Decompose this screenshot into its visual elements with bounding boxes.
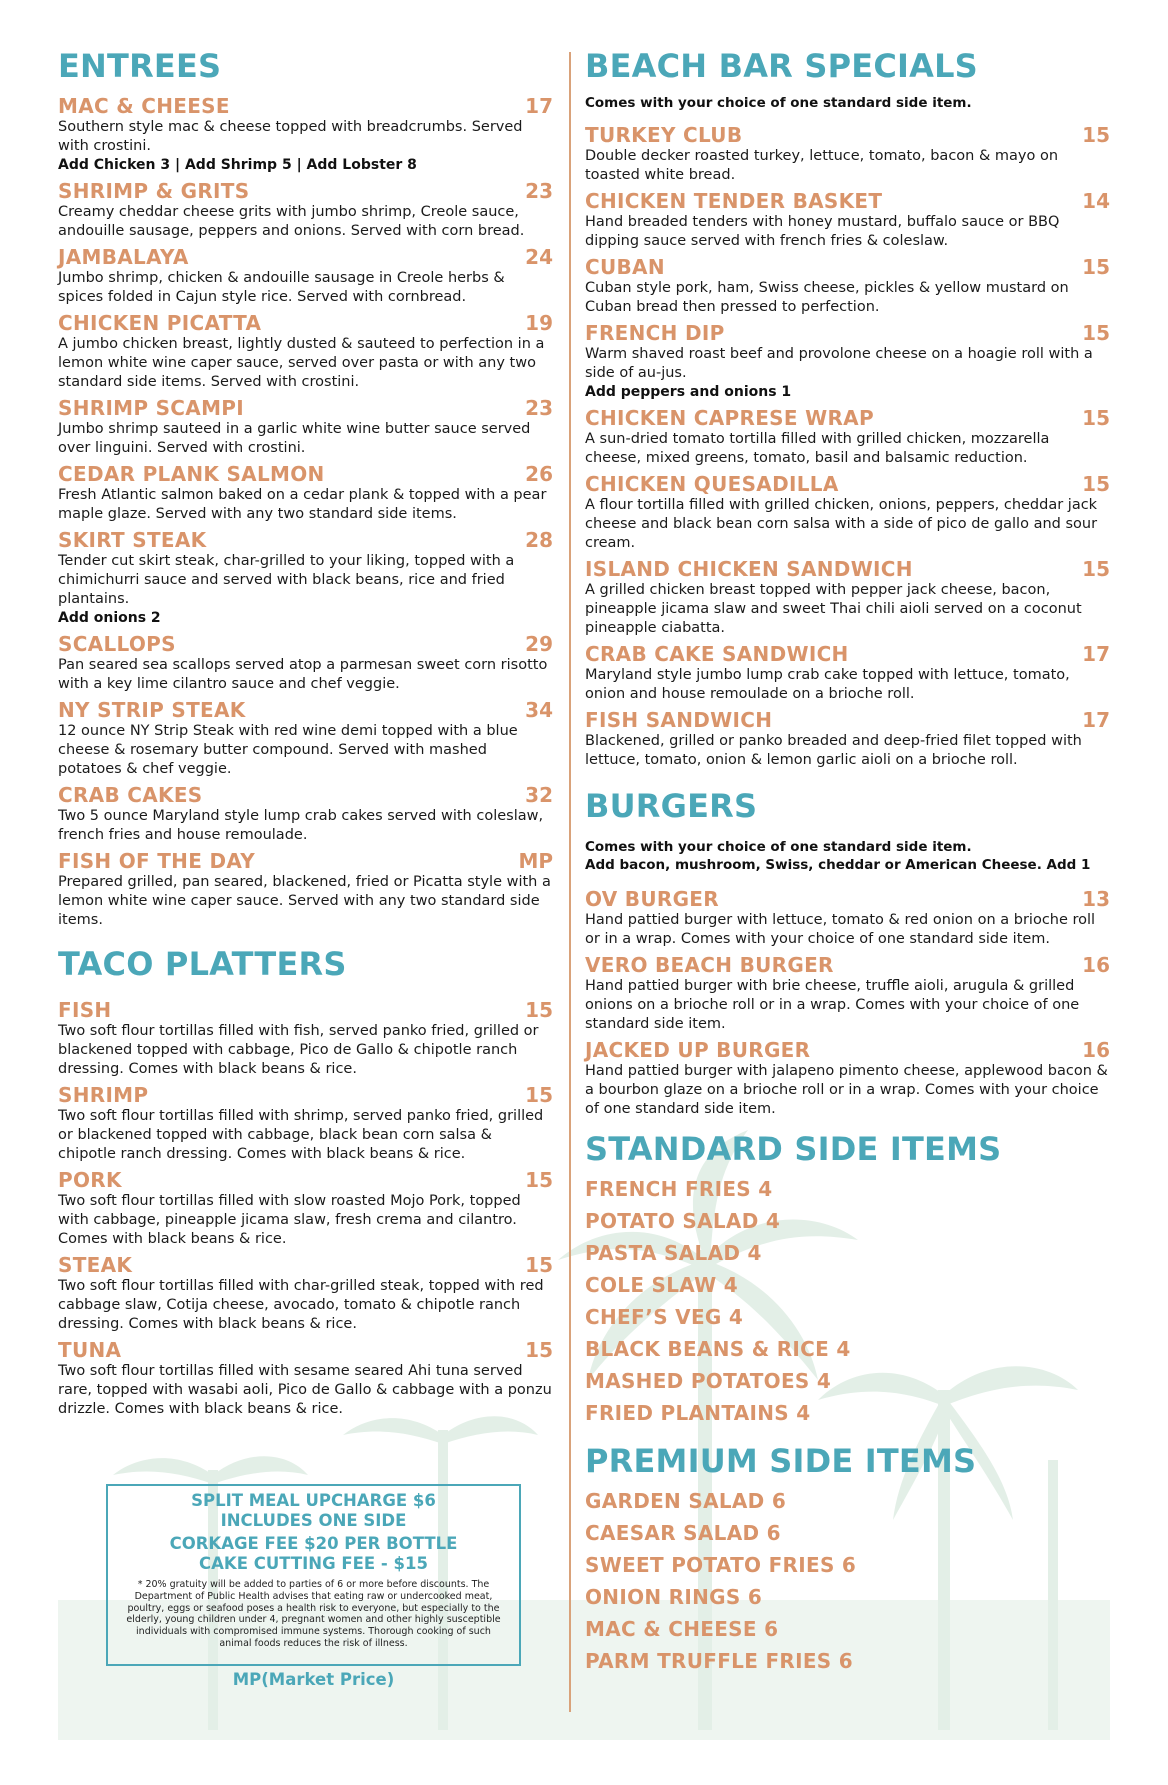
menu-item-name: CHICKEN CAPRESE WRAP xyxy=(585,405,874,430)
menu-item-price: 15 xyxy=(525,1168,553,1192)
menu-item xyxy=(585,255,1110,317)
menu-item-description: Fresh Atlantic salmon baked on a cedar plank & topped with a pear maple glaze. Served with any two standard side items. xyxy=(58,487,547,522)
menu-item-description: Maryland style jumbo lump crab cake topped with lettuce, tomato, onion and house remoulade on a brioche roll. xyxy=(585,666,1070,702)
menu-item xyxy=(58,998,553,1079)
menu-item-addon: Add peppers and onions 1 xyxy=(585,383,792,400)
side-item: MAC & CHEESE 6 xyxy=(585,1616,779,1641)
menu-item-header xyxy=(58,1253,553,1277)
menu-item xyxy=(58,783,553,845)
side-item: CAESAR SALAD 6 xyxy=(585,1520,781,1545)
menu-item-price: 15 xyxy=(1082,471,1110,496)
menu-item-name: CRAB CAKES xyxy=(58,783,203,807)
menu-item-name: STEAK xyxy=(58,1253,133,1277)
menu-item-name: FISH xyxy=(58,998,112,1022)
menu-item-header xyxy=(58,179,553,203)
menu-item xyxy=(58,94,553,175)
side-item: SWEET POTATO FRIES 6 xyxy=(585,1552,857,1577)
right-column xyxy=(585,44,1110,1677)
menu-item-header xyxy=(585,887,1110,911)
menu-item-price: 17 xyxy=(1082,641,1110,666)
menu-item xyxy=(58,1253,553,1334)
menu-item-price: 15 xyxy=(1082,556,1110,581)
menu-item xyxy=(58,849,553,930)
market-price-note: MP(Market Price) xyxy=(232,1670,395,1689)
menu-item-price: 23 xyxy=(525,179,553,203)
column-divider xyxy=(569,52,571,1712)
menu-item-description: Two soft flour tortillas filled with char-grilled steak, topped with red cabbage slaw, Cotija cheese, avocado, tomato & chipotle ranch dressing. Comes with black beans & rice. xyxy=(58,1278,544,1332)
corkage-fee: CORKAGE FEE $20 PER BOTTLE xyxy=(169,1534,458,1553)
menu-item-price: 32 xyxy=(525,783,553,807)
menu-item-name: FRENCH DIP xyxy=(585,320,725,345)
menu-item-header xyxy=(58,1338,553,1362)
side-item: BLACK BEANS & RICE 4 xyxy=(585,1336,851,1361)
menu-item xyxy=(58,632,553,694)
taco-platters-list xyxy=(58,998,553,1419)
menu-item xyxy=(58,311,553,392)
menu-item-header xyxy=(585,472,1110,496)
menu-item-header xyxy=(58,849,553,873)
beach-bar-note: Comes with your choice of one standard side item. xyxy=(585,95,972,111)
burgers-heading: BURGERS xyxy=(585,786,758,825)
menu-item-price: 34 xyxy=(525,698,553,722)
menu-item-name: CEDAR PLANK SALMON xyxy=(58,462,325,486)
menu-item-description: A flour tortilla filled with grilled chicken, onions, peppers, cheddar jack cheese and black bean corn salsa with a side of pico de gallo and sour cream. xyxy=(585,496,1098,551)
menu-item-name: FISH SANDWICH xyxy=(585,707,773,732)
menu-item-price: 24 xyxy=(525,245,553,269)
menu-item-price: 15 xyxy=(1082,254,1110,279)
menu-item-header xyxy=(58,396,553,420)
premium-sides-heading: PREMIUM SIDE ITEMS xyxy=(585,1441,977,1480)
menu-item-name: TURKEY CLUB xyxy=(585,122,743,147)
menu-item-name: SHRIMP xyxy=(58,1083,149,1107)
menu-item-name: CHICKEN QUESADILLA xyxy=(585,471,839,496)
cake-cutting-fee: CAKE CUTTING FEE - $15 xyxy=(199,1553,428,1573)
menu-item-name: ISLAND CHICKEN SANDWICH xyxy=(585,556,913,581)
menu-item-name: PORK xyxy=(58,1168,122,1192)
menu-item-header xyxy=(585,123,1110,147)
menu-item-price: 15 xyxy=(1082,122,1110,147)
menu-item-addon: Add Chicken 3 | Add Shrimp 5 | Add Lobster 8 xyxy=(58,157,417,173)
premium-sides-list xyxy=(585,1485,1110,1677)
menu-item-header xyxy=(58,632,553,656)
menu-item-header xyxy=(585,1038,1110,1062)
menu-item-description: Blackened, grilled or panko breaded and deep-fried filet topped with lettuce, tomato, onion & lemon garlic aioli on a brioche roll. xyxy=(585,732,1082,768)
menu-item-price: 15 xyxy=(1082,320,1110,345)
menu-item-description: 12 ounce NY Strip Steak with red wine demi topped with a blue cheese & rosemary butter compound. Served with mashed potatoes & chef veggie. xyxy=(58,723,518,777)
menu-item-name: CHICKEN PICATTA xyxy=(58,311,262,335)
menu-item xyxy=(58,179,553,241)
menu-item-price: 17 xyxy=(525,94,553,118)
burgers-note-side: Comes with your choice of one standard side item. xyxy=(585,838,972,855)
menu-item-description: Pan seared sea scallops served atop a parmesan sweet corn risotto with a key lime cilantro sauce and chef veggie. xyxy=(58,657,548,692)
menu-item-price: 16 xyxy=(1082,952,1110,977)
beach-bar-list xyxy=(585,123,1110,770)
menu-item xyxy=(585,406,1110,468)
menu-item-price: 13 xyxy=(1082,886,1110,911)
menu-item-price: 28 xyxy=(525,528,553,552)
menu-item-name: VERO BEACH BURGER xyxy=(585,952,834,977)
menu-item-name: JACKED UP BURGER xyxy=(585,1037,811,1062)
menu-item-name: OV BURGER xyxy=(585,886,719,911)
side-item: MASHED POTATOES 4 xyxy=(585,1368,832,1393)
menu-item-description: A jumbo chicken breast, lightly dusted & sauteed to perfection in a lemon white wine caper sauce, served over pasta or with any two standard side items. Served with crostini. xyxy=(58,336,545,390)
menu-item-price: 15 xyxy=(525,1253,553,1277)
side-item: FRIED PLANTAINS 4 xyxy=(585,1400,811,1425)
menu-item-description: Tender cut skirt steak, char-grilled to your liking, topped with a chimichurri sauce and served with black beans, rice and fried plantains. xyxy=(58,553,515,607)
menu-item-description: Cuban style pork, ham, Swiss cheese, pickles & yellow mustard on Cuban bread then pressed to perfection. xyxy=(585,279,1069,315)
menu-item-price: 15 xyxy=(525,998,553,1022)
menu-item-price: 17 xyxy=(1082,707,1110,732)
menu-item-price: 19 xyxy=(525,311,553,335)
menu-item-description: Hand pattied burger with brie cheese, truffle aioli, arugula & grilled onions on a brioche roll or in a wrap. Comes with your choice of one standard side item. xyxy=(585,977,1080,1032)
beach-bar-specials-heading: BEACH BAR SPECIALS xyxy=(585,47,978,85)
menu-item-header xyxy=(58,462,553,486)
menu-item-name: SHRIMP & GRITS xyxy=(58,179,250,203)
side-item: CHEF’S VEG 4 xyxy=(585,1304,744,1329)
menu-item-name: SCALLOPS xyxy=(58,632,176,656)
menu-item-header xyxy=(58,245,553,269)
menu-item-header xyxy=(585,189,1110,213)
menu-item xyxy=(585,321,1110,402)
menu-item-description: Hand pattied burger with jalapeno pimento cheese, applewood bacon & a bourbon glaze on a brioche roll or in a wrap. Comes with your choice of one standard side item. xyxy=(585,1062,1108,1117)
menu-item-name: FISH OF THE DAY xyxy=(58,849,255,873)
menu-item-description: Two soft flour tortillas filled with fish, served panko fried, grilled or blackened topped with cabbage, Pico de Gallo & chipotle ranch dressing. Comes with black beans & rice. xyxy=(58,1023,539,1077)
menu-item-description: Two soft flour tortillas filled with sesame seared Ahi tuna served rare, topped with wasabi aoli, Pico de Gallo & cabbage with a ponzu drizzle. Comes with black beans & rice. xyxy=(58,1363,552,1417)
menu-item-description: Creamy cheddar cheese grits with jumbo shrimp, Creole sauce, andouille sausage, peppers and onions. Served with corn bread. xyxy=(58,204,525,239)
menu-item-description: A grilled chicken breast topped with pepper jack cheese, bacon, pineapple jicama slaw and sweet Thai chili aioli served on a coconut pineapple ciabatta. xyxy=(585,581,1082,636)
menu-item xyxy=(58,396,553,458)
entrees-heading: ENTREES xyxy=(58,47,222,85)
menu-item xyxy=(585,1038,1110,1119)
menu-item xyxy=(585,708,1110,770)
taco-platters-heading: TACO PLATTERS xyxy=(58,945,347,983)
side-item: PASTA SALAD 4 xyxy=(585,1240,762,1265)
menu-item-description: Jumbo shrimp, chicken & andouille sausage in Creole herbs & spices folded in Cajun style rice. Served with cornbread. xyxy=(58,270,505,305)
menu-item-name: NY STRIP STEAK xyxy=(58,698,246,722)
side-item: ONION RINGS 6 xyxy=(585,1584,763,1609)
menu-item-header xyxy=(585,406,1110,430)
menu-item-name: JAMBALAYA xyxy=(58,245,189,269)
menu-item-name: MAC & CHEESE xyxy=(58,94,230,118)
burgers-note-addons: Add bacon, mushroom, Swiss, cheddar or American Cheese. Add 1 xyxy=(585,857,1091,873)
menu-item-description: Two soft flour tortillas filled with shrimp, served panko fried, grilled or blackened topped with cabbage, black bean corn salsa & chipotle ranch dressing. Comes with black beans & rice. xyxy=(58,1108,544,1162)
menu-item-name: SKIRT STEAK xyxy=(58,528,207,552)
menu-item-name: CRAB CAKE SANDWICH xyxy=(585,641,849,666)
menu-item-price: 14 xyxy=(1082,188,1110,213)
menu-item-header xyxy=(58,698,553,722)
menu-item-description: Hand pattied burger with lettuce, tomato & red onion on a brioche roll or in a wrap. Comes with your choice of one standard side item. xyxy=(585,911,1096,947)
menu-item xyxy=(58,1083,553,1164)
menu-item xyxy=(58,462,553,524)
side-item: PARM TRUFFLE FRIES 6 xyxy=(585,1648,853,1673)
burgers-list xyxy=(585,887,1110,1119)
side-item: POTATO SALAD 4 xyxy=(585,1208,781,1233)
menu-item-description: Two 5 ounce Maryland style lump crab cakes served with coleslaw, french fries and house remoulade. xyxy=(58,808,544,843)
menu-item xyxy=(585,472,1110,553)
menu-item-price: 15 xyxy=(525,1338,553,1362)
menu-item-header xyxy=(58,311,553,335)
left-column xyxy=(58,44,553,1423)
standard-sides-list xyxy=(585,1173,1110,1429)
menu-item-name: SHRIMP SCAMPI xyxy=(58,396,244,420)
menu-item-header xyxy=(585,642,1110,666)
menu-item-price: 16 xyxy=(1082,1037,1110,1062)
side-item: GARDEN SALAD 6 xyxy=(585,1488,787,1513)
side-item: COLE SLAW 4 xyxy=(585,1272,739,1297)
menu-item xyxy=(585,123,1110,185)
burgers-note xyxy=(585,838,1110,875)
menu-item-description: Prepared grilled, pan seared, blackened, fried or Picatta style with a lemon white wine caper sauce. Served with any two standard side items. xyxy=(58,874,551,928)
menu-item-price: 15 xyxy=(525,1083,553,1107)
menu-item-addon: Add onions 2 xyxy=(58,610,161,626)
menu-item xyxy=(585,189,1110,251)
menu-item-header xyxy=(58,94,553,118)
menu-item xyxy=(585,642,1110,704)
menu-item-header xyxy=(58,1168,553,1192)
menu-item-header xyxy=(58,783,553,807)
menu-item-description: Two soft flour tortillas filled with slow roasted Mojo Pork, topped with cabbage, pineapple jicama slaw, fresh crema and cilantro. Comes with black beans & rice. xyxy=(58,1193,521,1247)
menu-item-header xyxy=(585,953,1110,977)
menu-item-price: MP xyxy=(518,849,553,873)
menu-item-name: CHICKEN TENDER BASKET xyxy=(585,188,883,213)
menu-item xyxy=(585,953,1110,1034)
menu-item-header xyxy=(585,255,1110,279)
entrees-list xyxy=(58,94,553,930)
includes-one-side: INCLUDES ONE SIDE xyxy=(220,1510,407,1530)
menu-item-description: Warm shaved roast beef and provolone cheese on a hoagie roll with a side of au-jus. xyxy=(585,345,1093,381)
menu-item-price: 26 xyxy=(525,462,553,486)
menu-item-description: Hand breaded tenders with honey mustard, buffalo sauce or BBQ dipping sauce served with french fries & coleslaw. xyxy=(585,213,1060,249)
side-item: FRENCH FRIES 4 xyxy=(585,1176,773,1201)
menu-item-header xyxy=(585,708,1110,732)
menu-item xyxy=(585,887,1110,949)
standard-sides-heading: STANDARD SIDE ITEMS xyxy=(585,1129,1002,1168)
menu-item xyxy=(58,1168,553,1249)
menu-item-header xyxy=(58,528,553,552)
menu-item-description: Jumbo shrimp sauteed in a garlic white wine butter sauce served over linguini. Served with crostini. xyxy=(58,421,531,456)
menu-item-header xyxy=(585,557,1110,581)
menu-item-name: TUNA xyxy=(58,1338,122,1362)
menu-item xyxy=(58,528,553,628)
menu-item xyxy=(58,245,553,307)
menu-item-description: Double decker roasted turkey, lettuce, tomato, bacon & mayo on toasted white bread. xyxy=(585,147,1059,183)
menu-item-header xyxy=(585,321,1110,345)
menu-item-price: 15 xyxy=(1082,405,1110,430)
fees-notice-box xyxy=(106,1484,521,1666)
menu-item-price: 23 xyxy=(525,396,553,420)
menu-item-price: 29 xyxy=(525,632,553,656)
menu-item xyxy=(58,1338,553,1419)
gratuity-health-disclaimer: * 20% gratuity will be added to parties of 6 or more before discounts. The Department of Public Health advises that eating raw or undercooked meat, poultry, eggs or seafood poses a health risk to everyone, but especially to the elderly, young children under 4, pregnant women and other highly susceptible individuals with compromised immune systems. Thorough cooking of such animal foods reduces the risk of illness. xyxy=(126,1579,501,1649)
menu-item xyxy=(585,557,1110,638)
menu-item-name: CUBAN xyxy=(585,254,665,279)
menu-item-description: A sun-dried tomato tortilla filled with grilled chicken, mozzarella cheese, mixed greens, tomato, basil and balsamic reduction. xyxy=(585,430,1050,466)
menu-item-header xyxy=(58,1083,553,1107)
menu-item-header xyxy=(58,998,553,1022)
menu-item-description: Southern style mac & cheese topped with breadcrumbs. Served with crostini. xyxy=(58,119,523,154)
menu-item xyxy=(58,698,553,779)
split-meal-upcharge: SPLIT MEAL UPCHARGE $6 xyxy=(191,1491,436,1510)
